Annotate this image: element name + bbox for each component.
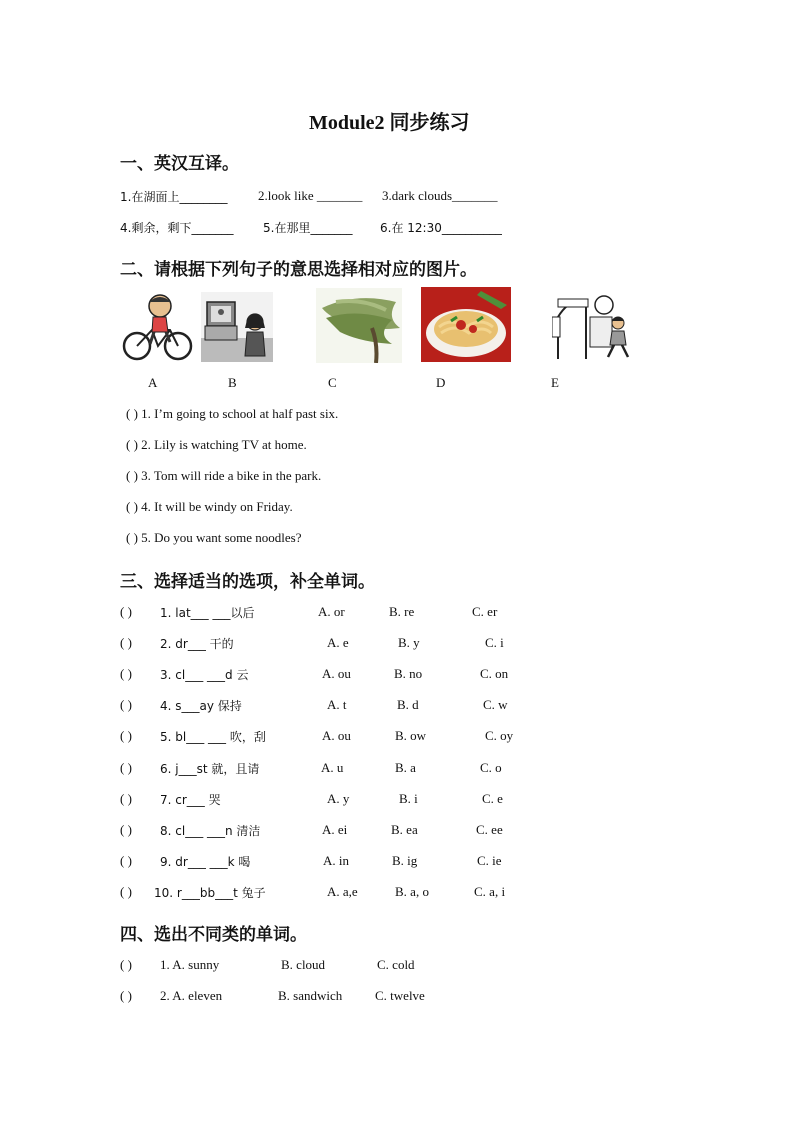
answer-blank[interactable]: ( )	[120, 988, 132, 1003]
option-c: C. oy	[485, 728, 514, 743]
page-title: Module2 同步练习	[309, 112, 470, 134]
match-question	[126, 468, 321, 484]
option-b: B. ea	[391, 822, 418, 837]
option-c: C. e	[482, 791, 503, 806]
picture-girl-watching-tv	[201, 292, 273, 362]
option-c: C. i	[485, 635, 504, 650]
picture-label-c: C	[328, 375, 337, 390]
answer-blank[interactable]: ( )	[126, 437, 138, 452]
option-b: B. d	[397, 697, 419, 712]
option-b: B. y	[398, 635, 420, 650]
answer-blank[interactable]: ( )	[120, 884, 132, 899]
fill-word: 8. cl___ ___n 清洁	[160, 824, 261, 838]
option-a: A. u	[321, 760, 344, 775]
option-b: B. re	[389, 604, 415, 619]
option-b: B. ow	[395, 728, 427, 743]
fill-word: 10. r___bb___t 兔子	[154, 886, 266, 900]
question-text: 3. Tom will ride a bike in the park.	[141, 468, 322, 483]
answer-blank[interactable]: ( )	[126, 499, 138, 514]
question-text: 2. Lily is watching TV at home.	[141, 437, 307, 452]
fill-word: 1. lat___ ___以后	[160, 606, 255, 620]
answer-blank[interactable]: ( )	[120, 853, 132, 868]
translate-item: 5.在那里_______	[263, 221, 353, 235]
option-b: B. ig	[392, 853, 418, 868]
picture-label-a: A	[148, 375, 158, 390]
odd-option-c: C. twelve	[375, 988, 425, 1003]
fill-word: 7. cr___ 哭	[160, 793, 221, 807]
option-a: A. t	[327, 697, 347, 712]
fill-word: 4. s___ay 保持	[160, 699, 242, 713]
option-b: B. a	[395, 760, 416, 775]
option-c: C. ee	[476, 822, 503, 837]
match-question	[126, 499, 293, 515]
fill-word: 2. dr___ 干的	[160, 637, 234, 651]
odd-option-a: 2. A. eleven	[160, 988, 223, 1003]
odd-option-a: 1. A. sunny	[160, 957, 220, 972]
option-c: C. a, i	[474, 884, 506, 899]
section-1-heading: 一、英汉互译。	[120, 154, 239, 174]
match-question	[126, 530, 301, 546]
answer-blank[interactable]: ( )	[120, 666, 132, 681]
option-a: A. in	[323, 853, 349, 868]
option-a: A. e	[327, 635, 349, 650]
odd-option-c: C. cold	[377, 957, 415, 972]
option-b: B. i	[399, 791, 418, 806]
section-3-heading: 三、选择适当的选项，补全单词。	[120, 572, 375, 592]
answer-blank[interactable]: ( )	[126, 468, 138, 483]
translate-item: 4.剩余，剩下_______	[120, 221, 234, 235]
option-c: C. w	[483, 697, 508, 712]
answer-blank[interactable]: ( )	[120, 791, 132, 806]
option-b: B. no	[394, 666, 423, 681]
match-question	[126, 406, 338, 422]
picture-boy-riding-bike	[120, 292, 194, 362]
answer-blank[interactable]: ( )	[126, 406, 138, 421]
option-c: C. o	[480, 760, 502, 775]
picture-bowl-of-noodles	[421, 287, 511, 362]
option-c: C. ie	[477, 853, 502, 868]
picture-label-e: E	[551, 375, 559, 390]
section-2-heading: 二、请根据下列句子的意思选择相对应的图片。	[120, 260, 477, 280]
fill-word: 5. bl___ ___ 吹，刮	[160, 730, 266, 744]
fill-word: 3. cl___ ___d 云	[160, 668, 249, 682]
odd-option-b: B. sandwich	[278, 988, 343, 1003]
match-question	[126, 437, 307, 453]
option-a: A. or	[318, 604, 345, 619]
option-a: A. ou	[322, 666, 351, 681]
answer-blank[interactable]: ( )	[120, 760, 132, 775]
picture-label-d: D	[436, 375, 446, 390]
picture-label-b: B	[228, 375, 237, 390]
picture-girl-walking-to-school	[552, 291, 634, 361]
answer-blank[interactable]: ( )	[120, 604, 132, 619]
option-c: C. on	[480, 666, 509, 681]
answer-blank[interactable]: ( )	[120, 635, 132, 650]
translate-item: 6.在 12:30__________	[380, 221, 502, 235]
translate-item: 1.在湖面上________	[120, 190, 228, 204]
option-a: A. ei	[322, 822, 348, 837]
option-a: A. ou	[322, 728, 351, 743]
translate-item: 2.look like _______	[258, 188, 363, 203]
picture-tree-in-wind	[316, 288, 402, 363]
answer-blank[interactable]: ( )	[120, 697, 132, 712]
fill-word: 6. j___st 就，且请	[160, 762, 260, 776]
translate-item: 3.dark clouds_______	[382, 188, 498, 203]
question-text: 4. It will be windy on Friday.	[141, 499, 293, 514]
odd-option-b: B. cloud	[281, 957, 326, 972]
answer-blank[interactable]: ( )	[126, 530, 138, 545]
fill-word: 9. dr___ ___k 喝	[160, 855, 251, 869]
answer-blank[interactable]: ( )	[120, 822, 132, 837]
section-4-heading: 四、选出不同类的单词。	[120, 925, 307, 945]
option-a: A. a,e	[327, 884, 358, 899]
question-text: 1. I’m going to school at half past six.	[141, 406, 339, 421]
answer-blank[interactable]: ( )	[120, 728, 132, 743]
question-text: 5. Do you want some noodles?	[141, 530, 302, 545]
option-b: B. a, o	[395, 884, 429, 899]
option-c: C. er	[472, 604, 498, 619]
option-a: A. y	[327, 791, 350, 806]
answer-blank[interactable]: ( )	[120, 957, 132, 972]
